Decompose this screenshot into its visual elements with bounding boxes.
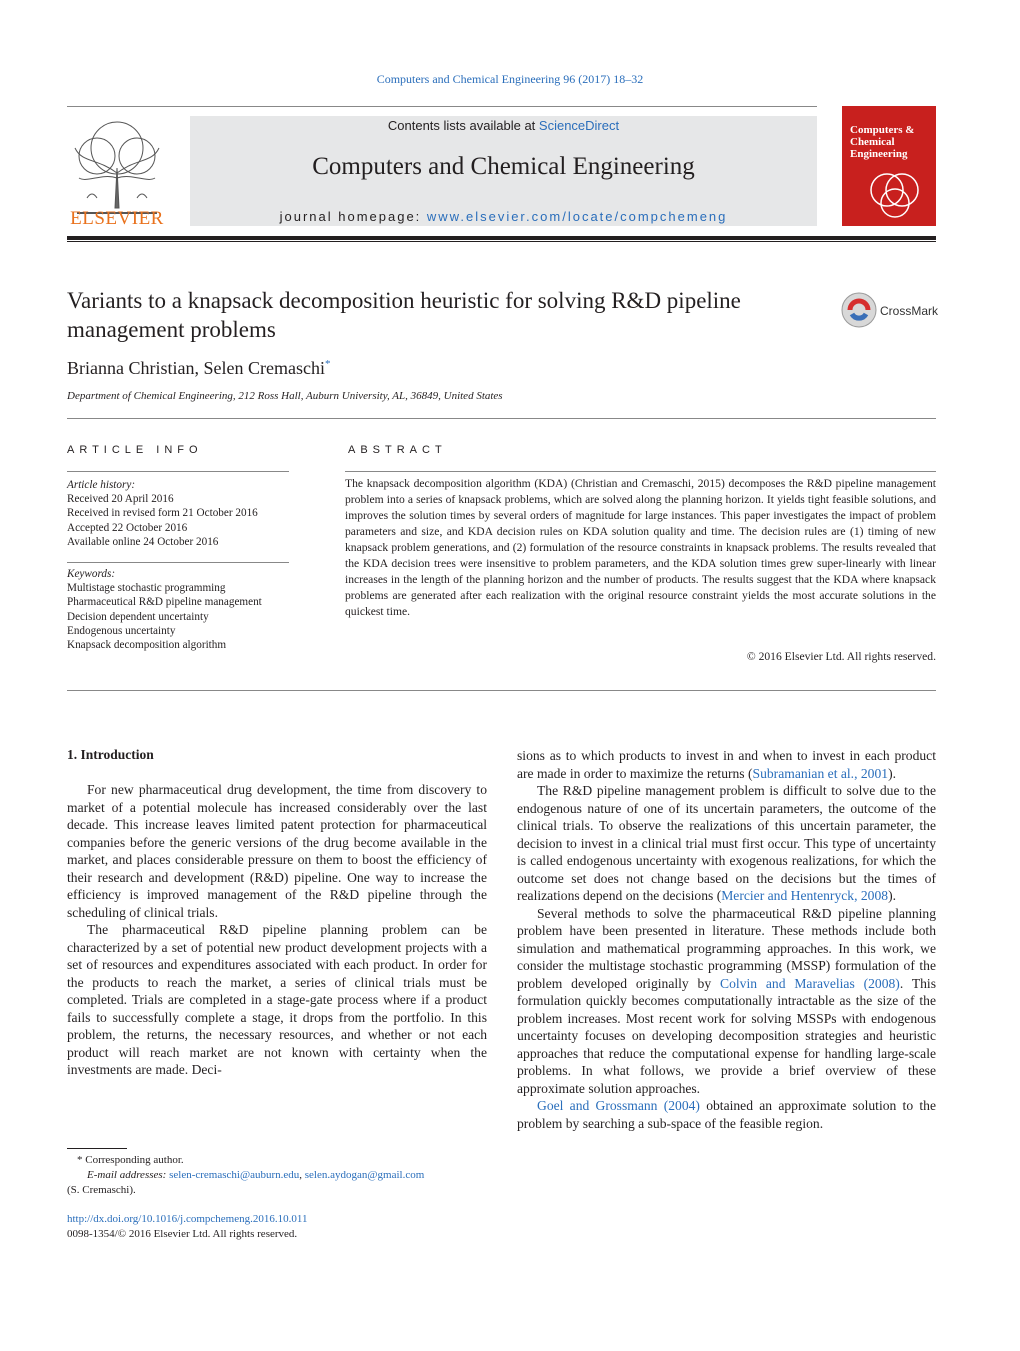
email-label: E-mail addresses: <box>87 1169 170 1181</box>
history-label: Article history: <box>67 479 136 491</box>
corresponding-note <box>67 1153 487 1168</box>
paragraph: The pharmaceutical R&D pipeline planning problem can be characterized by a set of potential new product development projects with a set of resources and expenditures associated with each product. In order for the products to reach the market, a series of clinical trials must be completed. Trials are completed in a stage-gate process where if a product fails to successfully complete a stage, it drops from the portfolio. In this problem, the returns, the necessary resources, and whether or not each product will reach market are not known with certainty when the investments are made. Deci- <box>67 922 487 1077</box>
paragraph <box>517 905 936 1098</box>
citation-link[interactable]: Subramanian et al., 2001 <box>752 765 889 781</box>
paragraph-text: obtained an approximate solution to the problem by searching a sub-space of the feasible region. <box>517 1098 936 1131</box>
body-column-right <box>517 747 936 1132</box>
abstract-end-rule <box>67 690 936 691</box>
paragraph-text: The R&D pipeline management problem is difficult to solve due to the endogenous nature of one of its uncertain parameters, the outcome of the clinical trials. To observe the realizations of this uncertain parameter, the decision to invest in a clinical trial must first occur. This type of uncertainty is called endogenous uncertainty with exogenous realizations, for which the outcome set does not change based on the decisions but the times of realizations depend on the decisions ( <box>517 783 936 903</box>
issn-line: 0098-1354/© 2016 Elsevier Ltd. All rights reserved. <box>67 1228 298 1240</box>
keyword-item: Multistage stochastic programming <box>67 582 226 595</box>
paragraph <box>517 782 936 905</box>
citation-link[interactable]: Goel and Grossmann (2004) <box>537 1098 700 1113</box>
publisher-wordmark: ELSEVIER <box>70 208 164 229</box>
email-link[interactable]: selen.aydogan@gmail.com <box>304 1169 425 1181</box>
sciencedirect-link[interactable]: ScienceDirect <box>538 118 620 133</box>
email-link[interactable]: selen-cremaschi@auburn.edu <box>169 1169 300 1181</box>
info-rule <box>67 562 289 563</box>
section-heading: 1. Introduction <box>67 747 154 762</box>
doi-link[interactable]: http://dx.doi.org/10.1016/j.compchemeng.2016.10.011 <box>67 1213 308 1225</box>
email-owner: (S. Cremaschi). <box>67 1184 136 1196</box>
citation-link[interactable]: Colvin and Maravelias (2008) <box>720 975 900 991</box>
footnote-rule <box>67 1148 127 1149</box>
body-column-left <box>67 781 487 1079</box>
journal-reference[interactable]: Computers and Chemical Engineering 96 (2017) 18–32 <box>376 72 644 86</box>
citation-link[interactable]: Mercier and Hentenryck, 2008 <box>721 888 889 903</box>
paragraph-text: ). <box>888 765 896 781</box>
keywords-label: Keywords: <box>67 568 116 580</box>
email-separator: , <box>299 1169 305 1181</box>
journal-name: Computers and Chemical Engineering <box>312 153 695 180</box>
copyright-notice: © 2016 Elsevier Ltd. All rights reserved. <box>746 650 936 663</box>
paragraph <box>517 1097 936 1132</box>
affiliation-rule <box>67 418 936 419</box>
header-thick-rule <box>67 236 936 240</box>
header-rule <box>67 106 817 107</box>
homepage-link[interactable]: www.elsevier.com/locate/compchemeng <box>426 209 728 224</box>
article-title: Variants to a knapsack decomposition heuristic for solving R&D pipeline management problems <box>67 288 741 342</box>
crossmark-label: CrossMark <box>880 304 939 318</box>
cover-title: Computers & Chemical Engineering <box>850 124 915 160</box>
journal-homepage-line <box>190 209 817 224</box>
article-info-heading: ARTICLE INFO <box>67 444 203 456</box>
affiliation: Department of Chemical Engineering, 212 Ross Hall, Auburn University, AL, 36849, United States <box>67 390 503 402</box>
history-item: Received 20 April 2016 <box>67 493 174 506</box>
history-item: Available online 24 October 2016 <box>67 535 219 548</box>
abstract-text: The knapsack decomposition algorithm (KDA) (Christian and Cremaschi, 2015) decomposes the R&D pipeline management problem into a series of knapsack problems, which are solved along the planning horizon. It yields tight feasible solutions, and improves the solution times by several orders of magnitude for large instances. This paper investigates the impact of problem parameters and size, and KDA decision rules on KDA solution quality and time. The decision rules are (1) timing of new knapsack problem generations, and (2) formulation of the resource constraints in knapsack problems. The results revealed that the KDA decision trees were insensitive to problem parameters, and the KDA solution times grew super-linearly with linear increases in the length of the planning horizon and the number of products. The results suggest that the KDA where knapsack problems are generated after each realization with the original resource constraint yields the most accurate solutions in the quickest time. <box>345 477 936 618</box>
crossmark-icon[interactable] <box>840 290 940 330</box>
keywords <box>67 567 297 652</box>
abstract-heading: ABSTRACT <box>348 444 447 456</box>
doi-block <box>67 1212 487 1242</box>
article-history <box>67 478 297 549</box>
paragraph: For new pharmaceutical drug development, the time from discovery to market of a potential molecule has increased considerably over the last decade. This increase leaves limited patent protection for pharmaceutical companies before the generic versions of the drug become available in the market, and places considerable pressure on them to boost the efficiency of their research and development (R&D) pipeline. One way to increase the efficiency is improved management of the R&D pipeline through the scheduling of clinical trials. <box>67 782 487 920</box>
paragraph-text: sions as to which products to invest in and when to invest in each product are made in order to maximize the returns ( <box>517 748 936 781</box>
keyword-item: Pharmaceutical R&D pipeline management <box>67 596 262 609</box>
author-list <box>67 358 330 379</box>
contents-line <box>190 118 817 133</box>
homepage-prefix: journal homepage: <box>279 209 427 224</box>
corresponding-author-mark[interactable]: * <box>324 358 331 370</box>
keyword-item: Decision dependent uncertainty <box>67 610 209 623</box>
paragraph-text: Several methods to solve the pharmaceutical R&D pipeline planning problem have been presented in literature. These methods include both simulation and mathematical programming approaches. In this work, we consider the multistage stochastic programming (MSSP) formulation of the problem developed originally by <box>517 905 936 991</box>
contents-prefix: Contents lists available at <box>387 118 539 133</box>
email-line <box>67 1168 487 1183</box>
paragraph-text: . This formulation quickly becomes computationally intractable as the size of the problem increases. Most recent work for solving MSSPs with endogenous uncertainty focuses on developing decomposition strategies and heuristic approaches that reduce the computational expense for handling large-scale problems. In what follows, we provide a brief overview of these approximate solution approaches. <box>517 975 936 1096</box>
abstract-rule <box>345 471 936 472</box>
footnote <box>67 1153 487 1198</box>
paragraph <box>517 747 936 782</box>
cover-illustration <box>862 165 928 220</box>
keyword-item: Endogenous uncertainty <box>67 624 176 637</box>
author-names: Brianna Christian, Selen Cremaschi <box>67 358 325 378</box>
history-item: Received in revised form 21 October 2016 <box>67 507 258 520</box>
keyword-item: Knapsack decomposition algorithm <box>67 639 227 652</box>
info-rule <box>67 471 289 472</box>
history-item: Accepted 22 October 2016 <box>67 521 188 534</box>
footnote-mark: * <box>77 1154 83 1166</box>
header-thin-rule <box>67 241 936 242</box>
paragraph-text: ). <box>888 888 896 903</box>
corresponding-text: Corresponding author. <box>82 1154 184 1166</box>
